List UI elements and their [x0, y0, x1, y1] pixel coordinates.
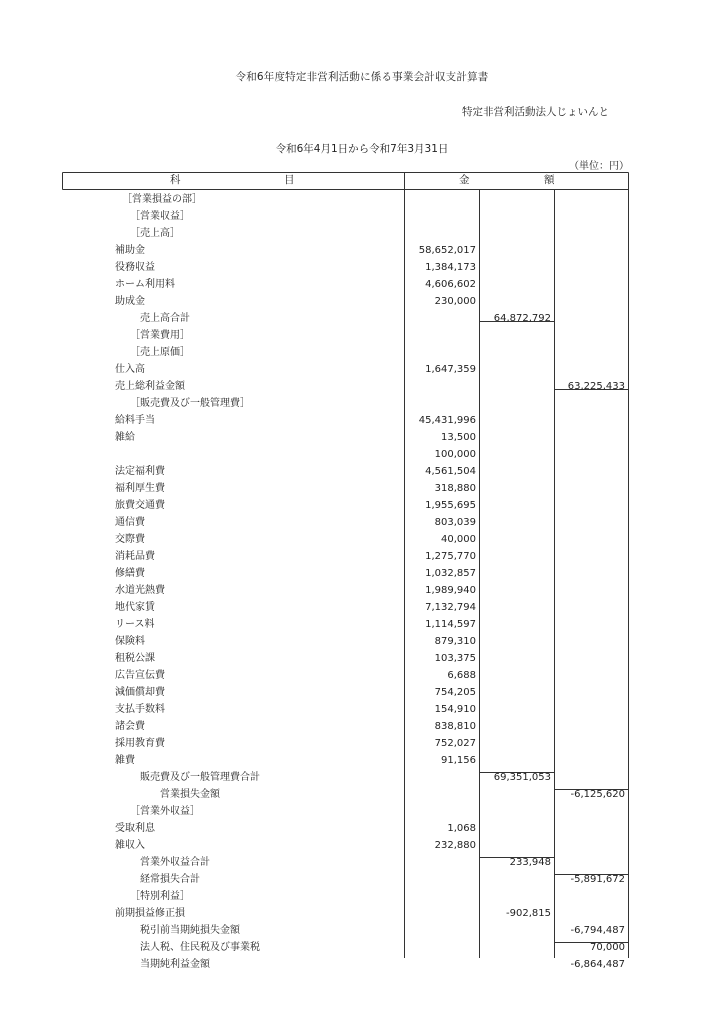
header-amount-1: 金: [459, 174, 470, 186]
table-row: [62, 259, 629, 276]
row-label: 給料手当: [115, 415, 155, 426]
table-row: [62, 582, 629, 599]
table-row: [62, 837, 629, 854]
amount-col-1: 838,810: [434, 721, 476, 732]
header-amount-2: 額: [544, 174, 555, 186]
amount-col-3: -6,125,620: [570, 789, 625, 800]
amount-col-1: 7,132,794: [425, 602, 476, 613]
organization-name: 特定非営利活動法人じょいんと: [462, 106, 609, 118]
amount-col-2: 64,872,792: [493, 313, 551, 324]
amount-col-3: -6,864,487: [570, 959, 625, 970]
table-row: [62, 378, 629, 395]
row-label: 法定福利費: [115, 466, 165, 477]
amount-col-1: 879,310: [434, 636, 476, 647]
row-label: 支払手数料: [115, 704, 165, 715]
amount-col-1: 318,880: [434, 483, 476, 494]
table-row: [62, 446, 629, 463]
table-row: [62, 242, 629, 259]
row-label: 助成金: [115, 296, 145, 307]
row-label: 採用教育費: [115, 738, 165, 749]
row-label: 雑費: [115, 755, 135, 766]
amount-col-1: 1,114,597: [425, 619, 476, 630]
row-label: 福利厚生費: [115, 483, 165, 494]
row-label: 営業損失金額: [160, 789, 220, 800]
row-label: 税引前当期純損失金額: [140, 925, 240, 936]
table-row: [62, 871, 629, 888]
row-label: ［営業収益］: [130, 211, 190, 222]
amount-col-3: -5,891,672: [570, 874, 625, 885]
row-label: ［営業費用］: [130, 330, 190, 341]
table-row: [62, 514, 629, 531]
amount-col-1: 40,000: [441, 534, 476, 545]
row-label: 水道光熱費: [115, 585, 165, 596]
amount-col-1: 91,156: [441, 755, 476, 766]
amount-col-1: 232,880: [434, 840, 476, 851]
row-label: 諸会費: [115, 721, 145, 732]
amount-col-3: 63,225,433: [567, 381, 625, 392]
row-label: 経常損失合計: [140, 874, 200, 885]
amount-col-1: 13,500: [441, 432, 476, 443]
amount-col-1: 45,431,996: [418, 415, 476, 426]
amount-col-2: 233,948: [509, 857, 551, 868]
row-label: 仕入高: [115, 364, 145, 375]
table-row: [62, 480, 629, 497]
table-row: [62, 429, 629, 446]
row-label: リース料: [115, 619, 155, 630]
row-label: ［売上原価］: [130, 347, 190, 358]
row-label: 旅費交通費: [115, 500, 165, 511]
row-label: 減価償却費: [115, 687, 165, 698]
table-row: [62, 854, 629, 871]
table-row: [62, 208, 629, 225]
row-label: 雑給: [115, 432, 135, 443]
amount-col-2: -902,815: [506, 908, 551, 919]
row-label: 修繕費: [115, 568, 145, 579]
document-title: 令和6年度特定非営利活動に係る事業会計収支計算書: [235, 71, 489, 83]
amount-col-1: 1,955,695: [425, 500, 476, 511]
table-row: [62, 650, 629, 667]
income-statement-table: [62, 172, 629, 970]
header-item-1: 科: [170, 174, 181, 186]
amount-col-1: 754,205: [434, 687, 476, 698]
row-label: 当期純利益金額: [140, 959, 210, 970]
row-label: ［販売費及び一般管理費］: [130, 398, 250, 409]
amount-col-1: 1,068: [447, 823, 476, 834]
table-row: [62, 565, 629, 582]
table-row: [62, 786, 629, 803]
amount-col-3: -6,794,487: [570, 925, 625, 936]
row-label: 雑収入: [115, 840, 145, 851]
amount-col-1: 230,000: [434, 296, 476, 307]
amount-col-1: 58,652,017: [418, 245, 476, 256]
amount-col-2: 69,351,053: [493, 772, 551, 783]
header-item-2: 目: [284, 174, 295, 186]
table-row: [62, 752, 629, 769]
table-row: [62, 293, 629, 310]
row-label: 広告宣伝費: [115, 670, 165, 681]
table-row: [62, 361, 629, 378]
row-label: 通信費: [115, 517, 145, 528]
table-row: [62, 633, 629, 650]
table-row: [62, 531, 629, 548]
row-label: 交際費: [115, 534, 145, 545]
table-row: [62, 718, 629, 735]
table-row: [62, 803, 629, 820]
row-label: 法人税、住民税及び事業税: [140, 942, 260, 953]
amount-col-1: 803,039: [434, 517, 476, 528]
amount-col-1: 154,910: [434, 704, 476, 715]
row-label: 租税公課: [115, 653, 155, 664]
table-row: [62, 344, 629, 361]
row-label: 補助金: [115, 245, 145, 256]
table-row: [62, 395, 629, 412]
table-row: [62, 888, 629, 905]
row-label: ［売上高］: [130, 228, 180, 239]
amount-col-1: 4,606,602: [425, 279, 476, 290]
row-label: ［営業外収益］: [130, 806, 200, 817]
table-row: [62, 939, 629, 956]
table-row: [62, 310, 629, 327]
table-row: [62, 225, 629, 242]
table-row: [62, 905, 629, 922]
table-row: [62, 922, 629, 939]
table-row: [62, 548, 629, 565]
table-row: [62, 616, 629, 633]
row-label: 前期損益修正損: [115, 908, 185, 919]
table-row: [62, 956, 629, 973]
row-label: 受取利息: [115, 823, 155, 834]
amount-col-1: 4,561,504: [425, 466, 476, 477]
table-row: [62, 463, 629, 480]
amount-col-1: 103,375: [434, 653, 476, 664]
row-label: ［営業損益の部］: [122, 194, 202, 205]
row-label: 販売費及び一般管理費合計: [140, 772, 260, 783]
table-row: [62, 820, 629, 837]
row-label: 地代家賃: [115, 602, 155, 613]
amount-col-1: 1,989,940: [425, 585, 476, 596]
row-label: 売上総利益金額: [115, 381, 185, 392]
amount-col-1: 752,027: [434, 738, 476, 749]
amount-col-1: 6,688: [447, 670, 476, 681]
amount-col-1: 1,032,857: [425, 568, 476, 579]
amount-col-1: 1,647,359: [425, 364, 476, 375]
table-row: [62, 412, 629, 429]
amount-col-1: 1,275,770: [425, 551, 476, 562]
table-row: [62, 599, 629, 616]
amount-col-1: 100,000: [434, 449, 476, 460]
table-row: [62, 701, 629, 718]
amount-col-1: 1,384,173: [425, 262, 476, 273]
row-label: 役務収益: [115, 262, 155, 273]
fiscal-period: 令和6年4月1日から令和7年3月31日: [275, 143, 449, 155]
amount-col-3: 70,000: [590, 942, 625, 953]
table-row: [62, 191, 629, 208]
table-row: [62, 497, 629, 514]
unit-label: （単位：円）: [569, 161, 629, 172]
table-row: [62, 684, 629, 701]
table-row: [62, 327, 629, 344]
table-row: [62, 276, 629, 293]
table-row: [62, 735, 629, 752]
row-label: 保険料: [115, 636, 145, 647]
row-label: 売上高合計: [140, 313, 190, 324]
row-label: 消耗品費: [115, 551, 155, 562]
table-row: [62, 667, 629, 684]
table-row: [62, 769, 629, 786]
row-label: ホーム利用料: [115, 279, 175, 290]
row-label: ［特別利益］: [130, 891, 190, 902]
row-label: 営業外収益合計: [140, 857, 210, 868]
